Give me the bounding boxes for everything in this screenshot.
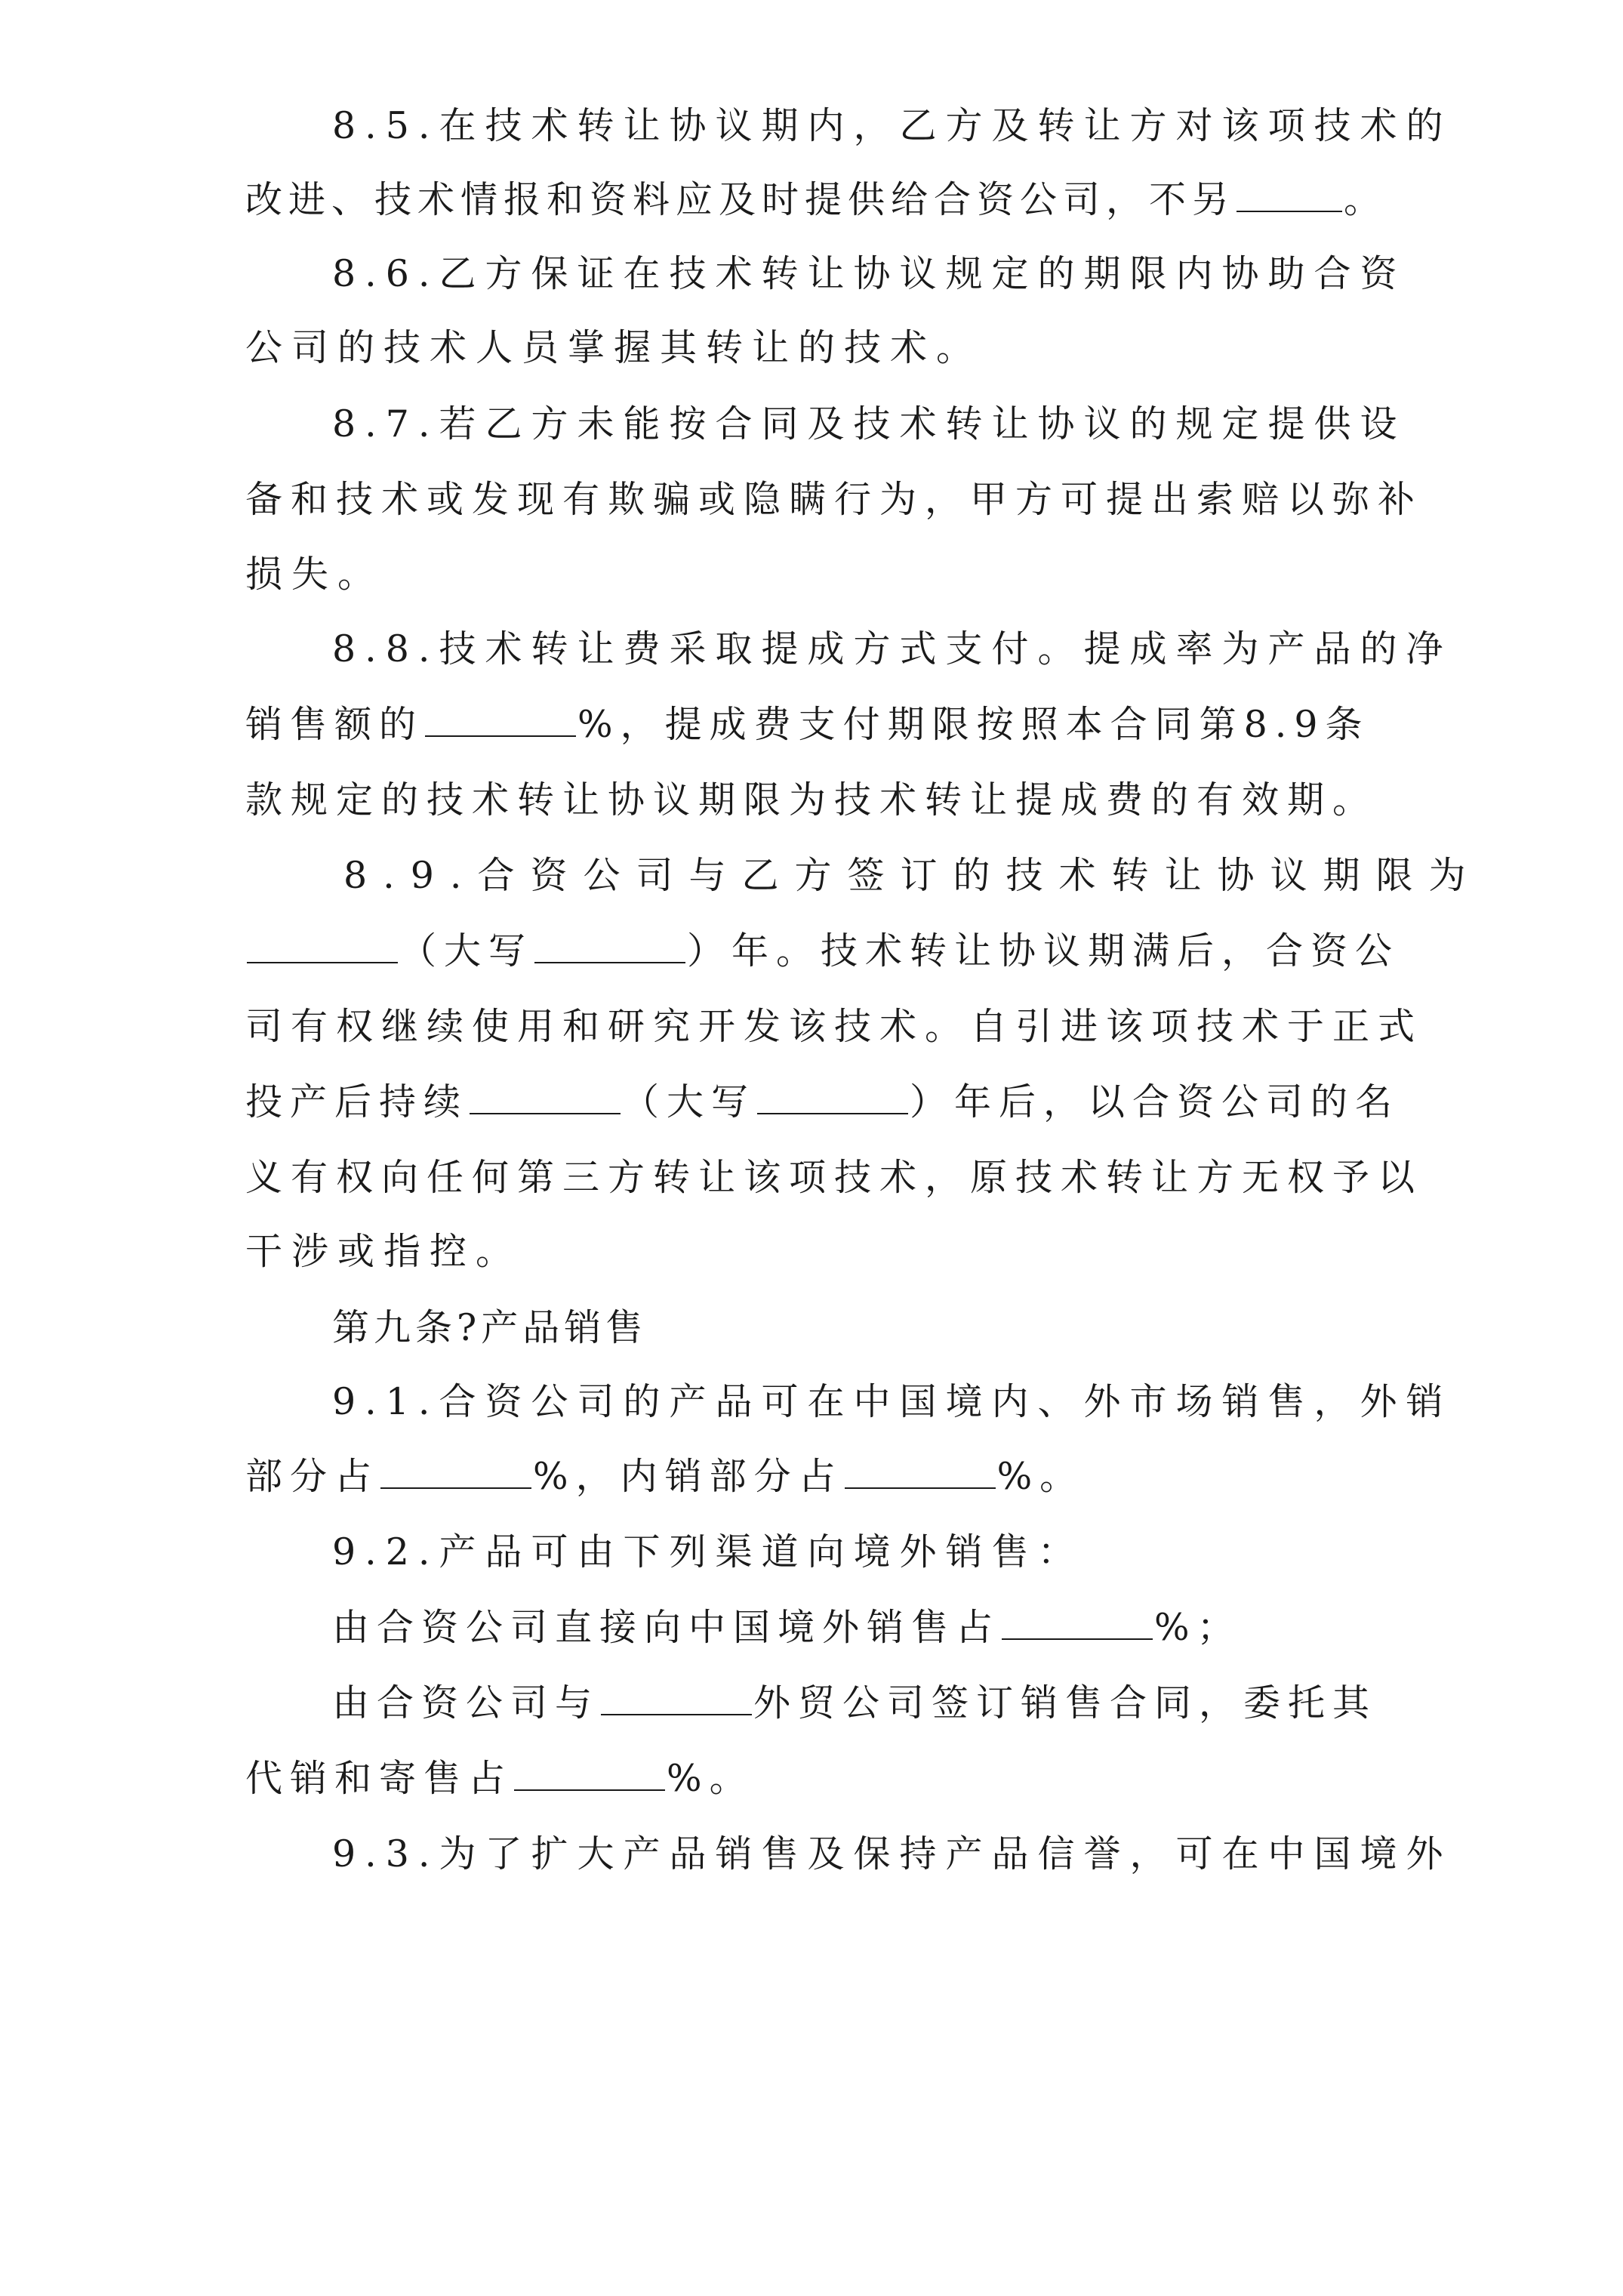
text-run: 损失。	[245, 553, 384, 596]
text-line	[245, 763, 1453, 838]
text-line	[245, 1065, 1453, 1140]
text-line	[332, 612, 1452, 687]
text-line	[332, 88, 1452, 164]
text-run: 9.1.合资公司的产品可在中国境内、外市场销售，外销	[332, 1380, 1452, 1423]
text-run: 由合资公司与	[332, 1681, 600, 1724]
text-run: 款规定的技术转让协议期限为技术转让提成费的有效期。	[245, 778, 1378, 821]
text-run: 8.8.技术转让费采取提成方式支付。提成率为产品的净	[332, 627, 1452, 670]
text-run: 。	[1344, 178, 1387, 221]
fill-in-blank	[470, 1065, 621, 1114]
fill-in-blank	[514, 1741, 665, 1791]
text-line	[245, 687, 1453, 763]
text-line	[332, 387, 1449, 462]
text-run: 外贸公司签订销售合同，委托其	[753, 1681, 1378, 1724]
text-line	[245, 989, 1453, 1065]
text-line	[332, 1590, 1242, 1666]
text-line	[245, 537, 547, 612]
text-run: 第九条?产品销售	[332, 1306, 648, 1349]
text-line	[332, 1515, 1087, 1590]
text-run: 备和技术或发现有欺骗或隐瞒行为，甲方可提出索赔以弥补	[245, 478, 1424, 521]
text-run: 投产后持续	[245, 1080, 469, 1123]
fill-in-blank	[247, 914, 398, 963]
text-run: 代销和寄售占	[245, 1757, 513, 1800]
fill-in-blank	[845, 1439, 996, 1489]
text-line	[245, 310, 1378, 386]
text-line	[245, 914, 1453, 989]
text-run: 9.3.为了扩大产品销售及保持产品信誉，可在中国境外	[332, 1832, 1452, 1875]
text-run: 义有权向任何第三方转让该项技术，原技术转让方无权予以	[245, 1156, 1424, 1199]
text-run: （大写	[622, 1080, 756, 1123]
fill-in-blank	[601, 1666, 752, 1715]
text-run: ）年后，以合资公司的名	[910, 1080, 1400, 1123]
text-line	[245, 462, 1453, 538]
text-run: 干涉或指控。	[245, 1230, 522, 1273]
fill-in-blank	[757, 1065, 908, 1114]
text-run: 8.7.若乙方未能按合同及技术转让协议的规定提供设	[332, 402, 1406, 445]
text-line	[332, 1364, 1452, 1440]
text-line	[245, 1140, 1453, 1216]
fill-in-blank	[1002, 1590, 1153, 1640]
text-run: 8.5.在技术转让协议期内，乙方及转让方对该项技术的	[332, 104, 1452, 147]
text-line	[332, 1817, 1452, 1892]
fill-in-blank	[425, 687, 576, 737]
text-run: %，内销部分占	[533, 1455, 843, 1498]
fill-in-blank	[380, 1439, 531, 1489]
text-line	[245, 1741, 925, 1817]
text-line	[245, 1439, 1151, 1515]
text-run: %；	[1154, 1606, 1242, 1649]
text-run: 改进、技术情报和资料应及时提供给合资公司，不另	[245, 178, 1236, 221]
text-run: 司有权继续使用和研究开发该技术。自引进该项技术于正式	[245, 1005, 1424, 1048]
text-line	[332, 1666, 1449, 1741]
text-run: %。	[667, 1757, 754, 1800]
text-line	[245, 1214, 698, 1290]
fill-in-blank	[534, 914, 685, 963]
text-line	[343, 838, 1482, 914]
text-run: %，提成费支付期限按照本合同第8.9条	[577, 703, 1370, 746]
text-run: 部分占	[245, 1455, 380, 1498]
text-run: 销售额的	[245, 703, 424, 746]
section-heading	[332, 1290, 785, 1366]
text-run: 由合资公司直接向中国境外销售占	[332, 1606, 1001, 1649]
text-run: 8.6.乙方保证在技术转让协议规定的期限内协助合资	[332, 252, 1406, 295]
text-run: 9.2.产品可由下列渠道向境外销售：	[332, 1530, 1084, 1573]
text-run: %。	[996, 1455, 1085, 1498]
text-run: 8.9.合资公司与乙方签订的技术转让协议期限为	[343, 854, 1482, 897]
text-line	[245, 162, 1468, 238]
text-line	[332, 236, 1449, 312]
text-run: 公司的技术人员掌握其转让的技术。	[245, 326, 983, 369]
fill-in-blank	[1236, 162, 1342, 212]
text-run: （大写	[399, 929, 534, 972]
text-run: ）年。技术转让协议期满后，合资公	[687, 929, 1400, 972]
